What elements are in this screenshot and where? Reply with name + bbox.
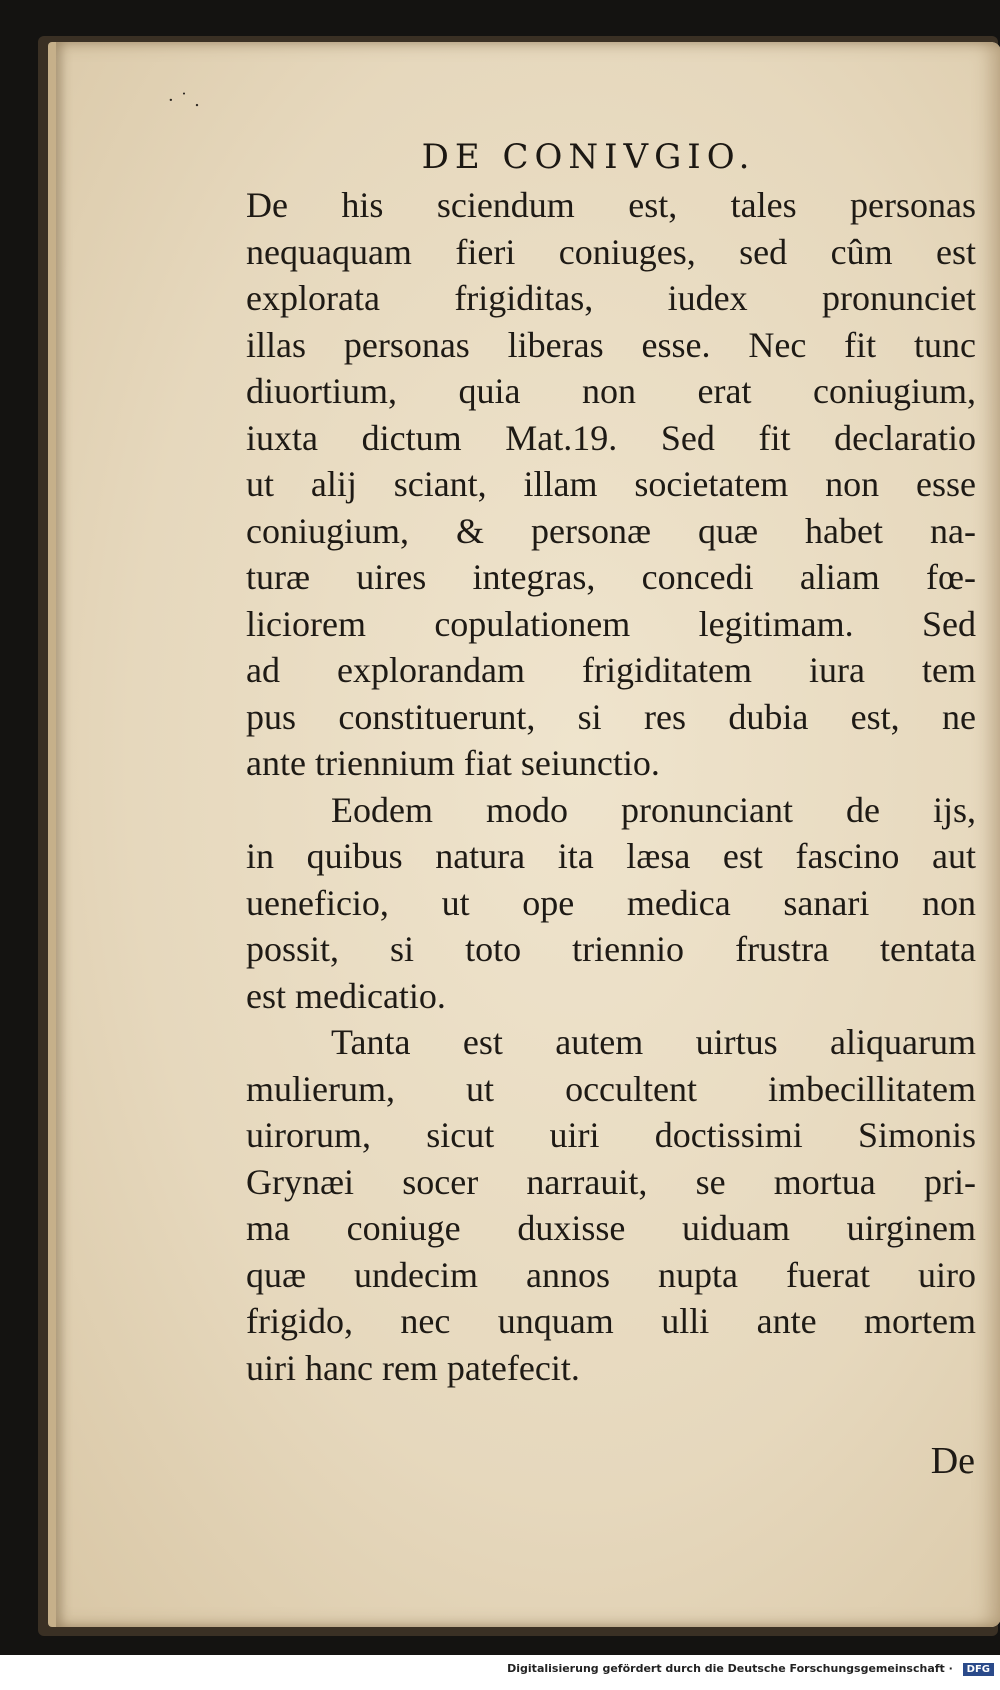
text-line: frigido, nec unquam ulli ante mortem (246, 1301, 976, 1341)
text-line: explorata frigiditas, iudex pronunciet (246, 278, 976, 318)
paragraph-3 (246, 1019, 976, 1391)
text-line: De his sciendum est, tales personas (246, 185, 976, 225)
catchword: De (930, 1440, 975, 1482)
text-line: liciorem copulationem legitimam. Sed (246, 603, 976, 644)
text-line: ueneficio, ut ope medica sanari non (246, 882, 976, 923)
text-line: in quibus natura ita læsa est fascino aut (246, 836, 976, 876)
text-line: ante triennium fiat seiunctio. (246, 743, 660, 783)
specks: · ˙ . (168, 90, 200, 111)
text-line: nequaquam fieri coniuges, sed cûm est (246, 231, 976, 272)
text-line: ma coniuge duxisse uiduam uirginem (246, 1208, 976, 1248)
text-line: Tanta est autem uirtus aliquarum (331, 1022, 976, 1062)
text-line: uirorum, sicut uiri doctissimi Simonis (246, 1115, 976, 1155)
text-line: Grynæi socer narrauit, se mortua pri- (246, 1161, 976, 1202)
text-line: pus constituerunt, si res dubia est, ne (246, 696, 976, 737)
dfg-logo: DFG (963, 1663, 994, 1676)
book-page (48, 42, 1000, 1627)
paragraph-1 (246, 182, 976, 787)
text-line: ut alij sciant, illam societatem non esse (246, 464, 976, 504)
text-line: possit, si toto triennio frustra tentata (246, 929, 976, 969)
paragraph-2 (246, 787, 976, 1020)
text-line: mulierum, ut occultent imbecillitatem (246, 1068, 976, 1109)
text-line: Eodem modo pronunciant de ijs, (331, 789, 976, 830)
text-line: coniugium, & personæ quæ habet na- (246, 510, 976, 551)
digitization-credit (0, 1662, 994, 1676)
page-text (246, 182, 976, 1391)
text-line: turæ uires integras, concedi aliam fœ- (246, 557, 976, 597)
credit-text: Digitalisierung gefördert durch die Deutsche Forschungsgemeinschaft · (507, 1662, 953, 1675)
text-line: ad explorandam frigiditatem iura tem (246, 650, 976, 690)
text-line: quæ undecim annos nupta fuerat uiro (246, 1254, 976, 1295)
text-line: est medicatio. (246, 975, 446, 1016)
text-line: illas personas liberas esse. Nec fit tunc (246, 324, 976, 365)
text-line: uiri hanc rem patefecit. (246, 1347, 580, 1388)
running-header: DE CONIVGIO. (421, 137, 756, 177)
text-line: diuortium, quia non erat coniugium, (246, 371, 976, 411)
text-line: iuxta dictum Mat.19. Sed fit declaratio (246, 417, 976, 458)
